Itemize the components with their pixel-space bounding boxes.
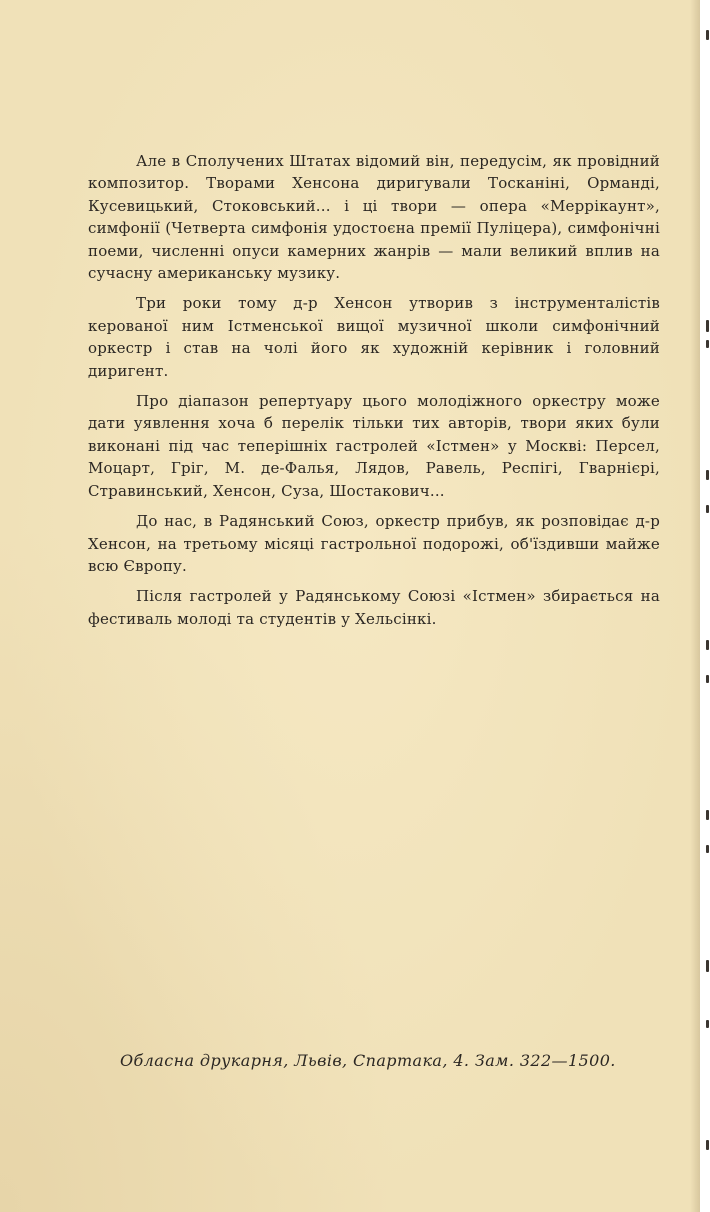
paragraph-3: Про діапазон репертуару цього молодіжного оркестру може дати уявлення хоча б перелік тільки тих авторів, твори яких були виконані під час теперішніх гастролей «Істмен» у Москві: Персел, Моцарт, Гріг, М. де-Фалья, Лядов, Равель, Респігі, Гварнієрі, Стравинський, Хенсон, Суза, Шостакович... xyxy=(88,392,660,500)
printer-imprint: Обласна друкарня, Львів, Спартака, 4. Зам. 322—1500. xyxy=(120,1051,616,1070)
paragraph-2: Три роки тому д-р Хенсон утворив з інструменталістів керованої ним Істменської вищої музичної школи симфонічний оркестр і став на чолі його як художній керівник і головний диригент. xyxy=(88,294,660,380)
paragraph-4: До нас, в Радянський Союз, оркестр прибув, як розповідає д-р Хенсон, на третьому місяці гастрольної подорожі, об'їздивши майже всю Європу. xyxy=(88,512,660,575)
article-body xyxy=(88,150,660,638)
paragraph-5: Після гастролей у Радянському Союзі «Істмен» збирається на фестиваль молоді та студентів у Хельсінкі. xyxy=(88,587,660,628)
paragraph-1: Але в Сполучених Штатах відомий він, передусім, як провідний композитор. Творами Хенсона диригували Тосканіні, Орманді, Кусевицький, Стоковський... і ці твори — опера «Меррікаунт», симфонії (Четверта симфонія удостоєна премії Пуліцера), симфонічні поеми, численні опуси камерних жанрів — мали великий вплив на сучасну американську музику. xyxy=(88,152,660,283)
page-edge-marks xyxy=(698,0,710,1212)
